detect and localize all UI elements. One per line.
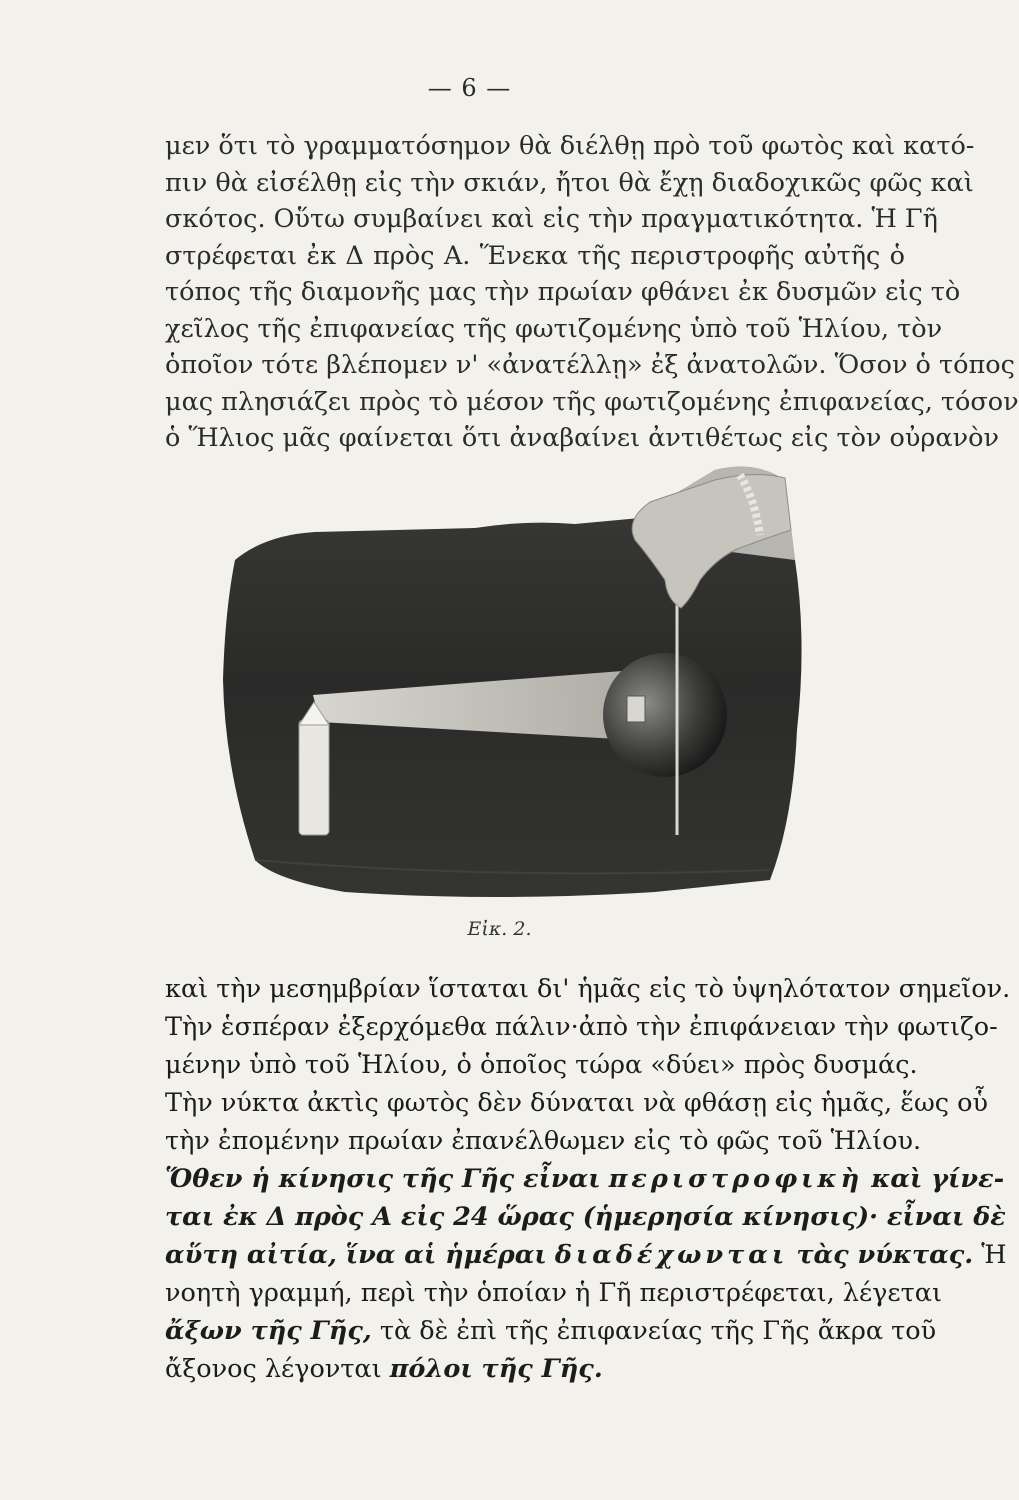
plain-text: Ἡ xyxy=(981,1240,1007,1270)
text-line: πιν θὰ εἰσέλθῃ εἰς τὴν σκιάν, ἤτοι θὰ ἔχῃ διαδοχικῶς φῶς καὶ xyxy=(165,167,974,198)
text-line: Τὴν ἑσπέραν ἐξερχόμεθα πάλιν·ἀπὸ τὴν ἐπιφάνειαν τὴν φωτιζο- xyxy=(165,1012,998,1042)
text-line: χεῖλος τῆς ἐπιφανείας τῆς φωτιζομένης ὑπὸ τοῦ Ἡλίου, τὸν xyxy=(165,313,943,344)
text-line: τόπος τῆς διαμονῆς μας τὴν πρωίαν φθάνει ἐκ δυσμῶν εἰς τὸ xyxy=(165,277,961,307)
text-line: μένην ὑπὸ τοῦ Ἡλίου, ὁ ὁποῖος τώρα «δύει» πρὸς δυσμάς. xyxy=(165,1050,918,1080)
globe xyxy=(603,653,727,777)
text-line: ὁ Ἥλιος μᾶς φαίνεται ὅτι ἀναβαίνει ἀντιθέτως εἰς τὸν οὐρανὸν xyxy=(165,423,999,453)
text-line: μας πλησιάζει πρὸς τὸ μέσον τῆς φωτιζομένης ἐπιφανείας, τόσον xyxy=(165,386,1019,417)
text-line xyxy=(165,1350,905,1388)
stamp-on-globe xyxy=(627,696,645,722)
figure-2-illustration xyxy=(195,440,815,910)
bold-text: ἄξων τῆς Γῆς, xyxy=(165,1316,372,1346)
text-line: Τὴν νύκτα ἀκτὶς φωτὸς δὲν δύναται νὰ φθάσῃ εἰς ἡμᾶς, ἕως οὗ xyxy=(165,1088,988,1118)
bold-text: ἡμερησία κίνησις xyxy=(594,1202,857,1232)
text-line-bold xyxy=(165,1160,1005,1198)
plain-text: ἄξονος λέγονται xyxy=(165,1354,382,1384)
text-line: ὁποῖον τότε βλέπομεν ν' «ἀνατέλλῃ» ἐξ ἀνατολῶν. Ὅσον ὁ τόπος xyxy=(165,350,1015,380)
bold-text: )· εἶναι δὲ xyxy=(857,1202,1006,1232)
text-line: τὴν ἐπομένην πρωίαν ἐπανέλθωμεν εἰς τὸ φῶς τοῦ Ἡλίου. xyxy=(165,1126,922,1156)
text-line: μεν ὅτι τὸ γραμματόσημον θὰ διέλθῃ πρὸ τοῦ φωτὸς καὶ κατό- xyxy=(165,131,975,161)
text-line xyxy=(165,1312,937,1350)
plain-text: τὰ δὲ ἐπὶ τῆς ἐπιφανείας τῆς Γῆς ἄκρα τοῦ xyxy=(379,1316,937,1346)
bold-text: πόλοι τῆς Γῆς. xyxy=(389,1354,603,1384)
page-number: — 6 — xyxy=(427,74,512,102)
text-line: καὶ τὴν μεσημβρίαν ἵσταται δι' ἡμᾶς εἰς τὸ ὑψηλότατον σημεῖον. xyxy=(165,974,1011,1004)
bold-text: τὰς νύκτας. xyxy=(796,1240,974,1270)
bold-text: καὶ γίνε- xyxy=(871,1164,1005,1194)
text-line-bold xyxy=(165,1236,1007,1274)
candle xyxy=(299,720,329,835)
text-line-bold xyxy=(165,1198,1006,1236)
figure-caption: Εἰκ. 2. xyxy=(467,918,532,940)
bold-text: ται ἐκ Δ πρὸς Α εἰς 24 ὥρας ( xyxy=(165,1202,595,1232)
text-line: νοητὴ γραμμή, περὶ τὴν ὁποίαν ἡ Γῆ περιστρέφεται, λέγεται xyxy=(165,1278,942,1308)
spaced-bold-text: διαδέχωνται xyxy=(554,1240,789,1270)
text-line: σκότος. Οὕτω συμβαίνει καὶ εἰς τὴν πραγματικότητα. Ἡ Γῆ xyxy=(165,204,938,234)
bold-text: Ὅθεν ἡ κίνησις τῆς Γῆς εἶναι xyxy=(165,1164,601,1194)
top-paragraph xyxy=(165,128,1019,457)
bold-text: αὕτη αἰτία, ἵνα αἱ ἡμέραι xyxy=(165,1240,547,1270)
text-line: στρέφεται ἐκ Δ πρὸς Α. Ἕνεκα τῆς περιστροφῆς αὐτῆς ὁ xyxy=(165,240,905,271)
experiment-photo xyxy=(195,440,815,910)
bottom-paragraph xyxy=(165,970,1011,1388)
spaced-bold-text: περιστροφικὴ xyxy=(608,1164,864,1194)
